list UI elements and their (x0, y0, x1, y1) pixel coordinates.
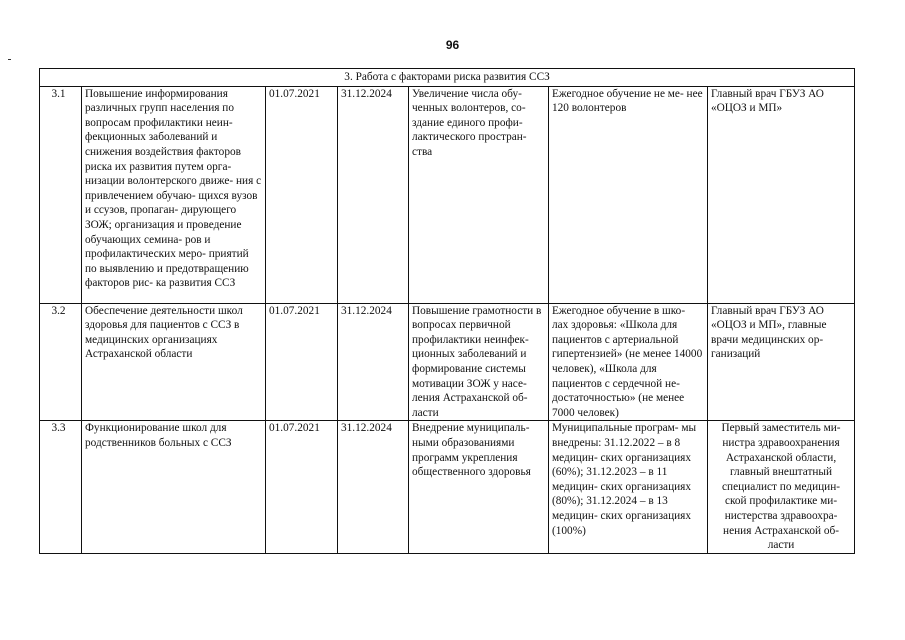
section-title: 3. Работа с факторами риска развития ССЗ (40, 69, 855, 87)
responsible-cell: Главный врач ГБУЗ АО «ОЦОЗ и МП», главные врачи медицинских ор- ганизаций (708, 303, 855, 421)
start-date-cell: 01.07.2021 (266, 86, 338, 303)
activity-cell: Обеспечение деятельности школ здоровья для пациентов с ССЗ в медицинских организациях Астраханской области (82, 303, 266, 421)
row-number: 3.2 (40, 303, 82, 421)
row-number: 3.3 (40, 421, 82, 553)
page-number: 96 (445, 38, 460, 52)
start-date-cell: 01.07.2021 (266, 303, 338, 421)
activity-cell: Повышение информирования различных групп населения по вопросам профилактики неин- фекционных заболеваний и снижения воздействия факторов риска их развития путем орга- низации волонтерского движе- ния с привлечением обучаю- щихся вузов и ссузов, пропаган- дирующего ЗОЖ; организация и проведение обучающих семина- ров и профилактических меро- приятий по выявлению и предотвращению факторов рис- ка развития ССЗ (82, 86, 266, 303)
end-date-cell: 31.12.2024 (338, 421, 409, 553)
result-cell: Внедрение муниципаль- ными образованиями программ укрепления общественного здоровья (409, 421, 549, 553)
end-date-cell: 31.12.2024 (338, 303, 409, 421)
end-date-cell: 31.12.2024 (338, 86, 409, 303)
table-row (40, 86, 855, 303)
section-header-row (40, 69, 855, 87)
indicator-cell: Ежегодное обучение в шко- лах здоровья: «Школа для пациентов с артериальной гипертензией» (не менее 14000 человек), «Школа для пациентов с сердечной не- достаточностью» (не менее 7000 человек) (549, 303, 708, 421)
row-number: 3.1 (40, 86, 82, 303)
table-row (40, 303, 855, 421)
scan-mark (8, 59, 11, 60)
indicator-cell: Муниципальные програм- мы внедрены: 31.12.2022 – в 8 медицин- ских организациях (60%); 31.12.2023 – в 11 медицин- ских организациях (80%); 31.12.2024 – в 13 медицин- ских организациях (100%) (549, 421, 708, 553)
result-cell: Повышение грамотности в вопросах первичной профилактики неинфек- ционных заболеваний и формирование системы мотивации ЗОЖ у насе- ления Астраханской об- ласти (409, 303, 549, 421)
result-cell: Увеличение числа обу- ченных волонтеров, со- здание единого профи- лактического простран- ства (409, 86, 549, 303)
activity-cell: Функционирование школ для родственников больных с ССЗ (82, 421, 266, 553)
responsible-cell: Первый заместитель ми- нистра здравоохранения Астраханской области, главный внештатный специалист по медицин- ской профилактике ми- нистерства здравоохра- нения Астраханской об- ласти (708, 421, 855, 553)
start-date-cell: 01.07.2021 (266, 421, 338, 553)
table-row (40, 421, 855, 553)
indicator-cell: Ежегодное обучение не ме- нее 120 волонтеров (549, 86, 708, 303)
responsible-cell: Главный врач ГБУЗ АО «ОЦОЗ и МП» (708, 86, 855, 303)
action-plan-table (39, 68, 855, 554)
